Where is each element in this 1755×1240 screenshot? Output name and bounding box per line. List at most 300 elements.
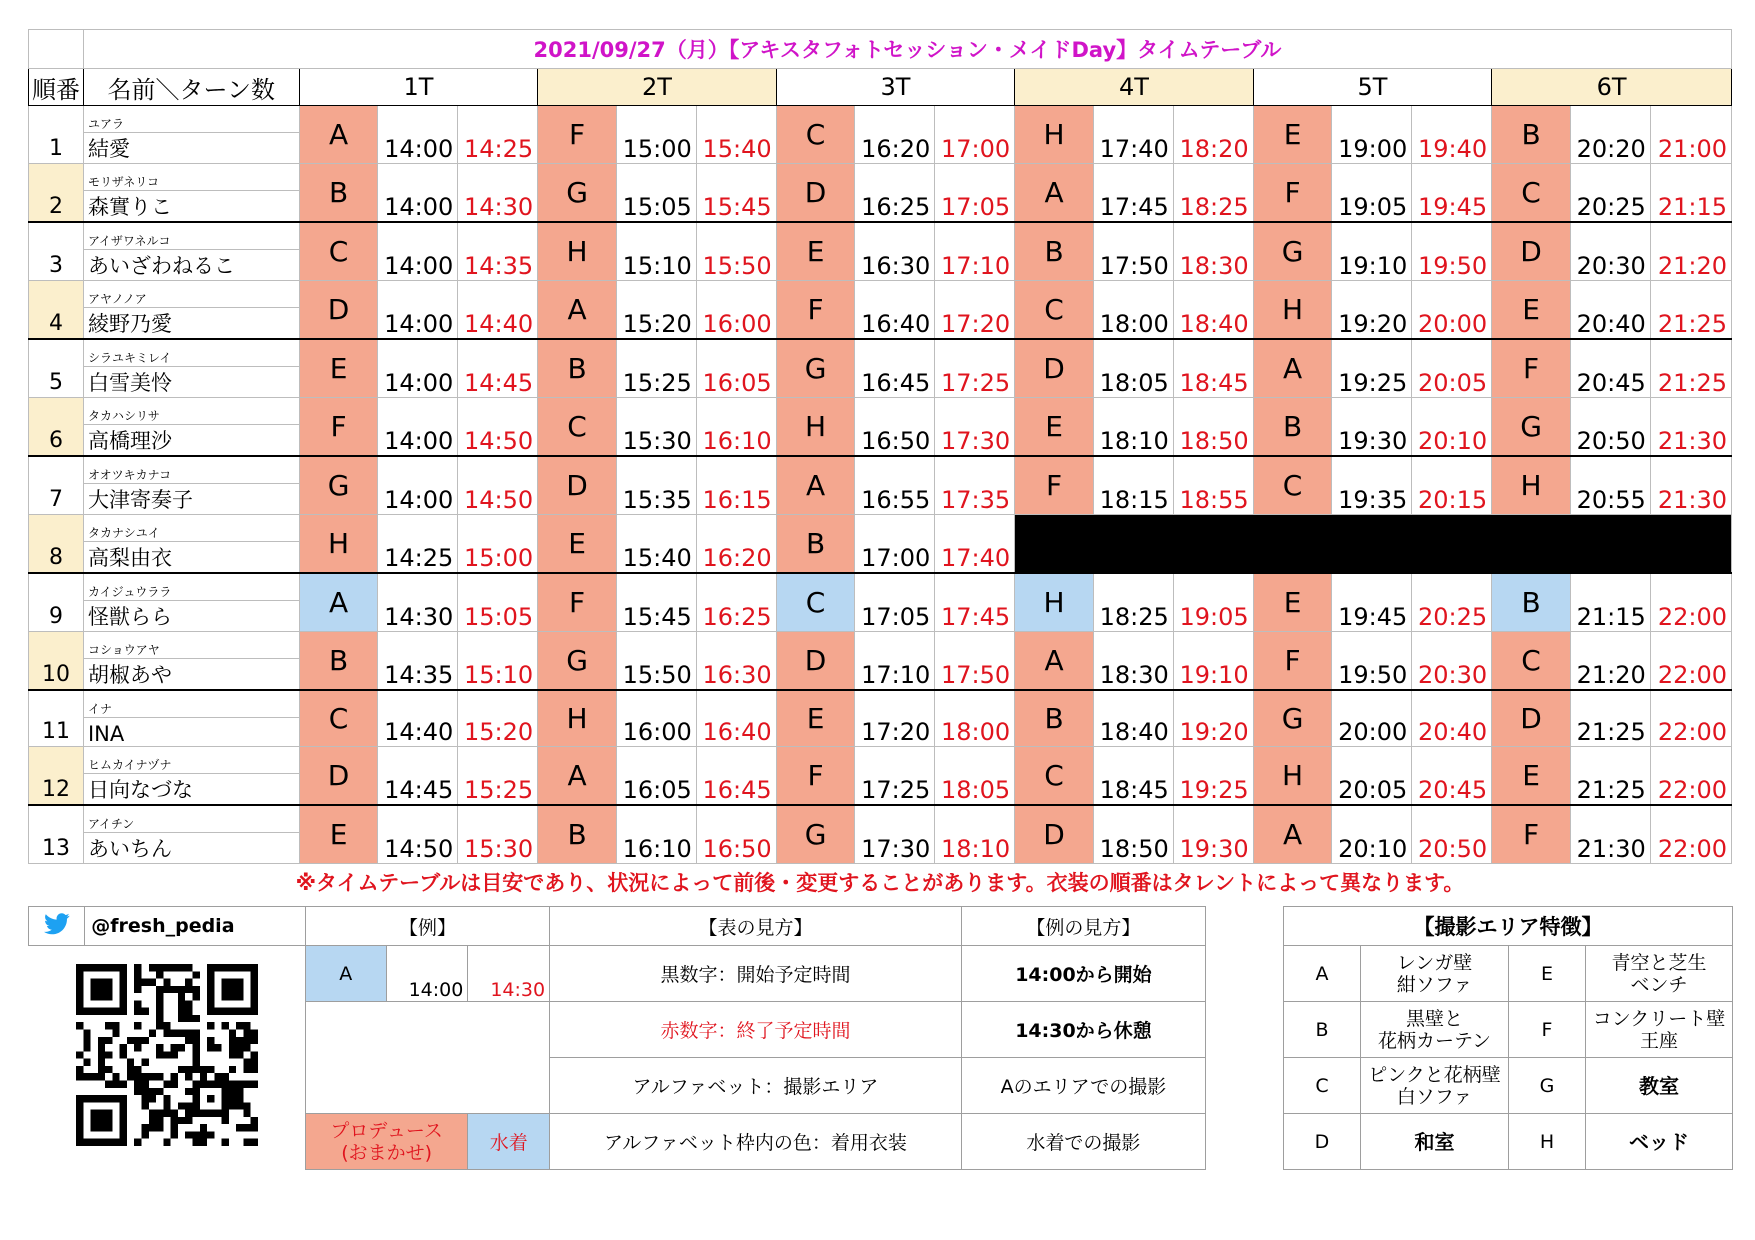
area-description: [1586, 1058, 1733, 1114]
area-cell: D: [1015, 805, 1094, 864]
start-time: 14:45: [378, 747, 458, 806]
start-time: 15:35: [616, 456, 696, 515]
legend-howto-1: 黒数字：開始予定時間: [550, 946, 962, 1002]
legend-example-start: 14:00: [386, 946, 468, 1002]
start-time: 20:50: [1570, 398, 1650, 457]
twitter-icon-cell: [29, 907, 85, 946]
area-cell: B: [299, 164, 378, 223]
end-time: 18:55: [1173, 456, 1253, 515]
start-time: 15:00: [616, 106, 696, 164]
start-time: 15:45: [616, 573, 696, 632]
area-cell: G: [538, 164, 617, 223]
area-cell: C: [538, 398, 617, 457]
area-cell: H: [1492, 456, 1571, 515]
area-cell: E: [299, 805, 378, 864]
end-time: 17:40: [935, 515, 1015, 574]
area-cell: G: [299, 456, 378, 515]
qr-code-cell: [29, 946, 306, 1170]
end-time: 22:00: [1650, 690, 1731, 747]
area-cell: H: [776, 398, 855, 457]
area-letter: F: [1509, 1002, 1586, 1058]
end-time: 17:50: [935, 632, 1015, 691]
area-cell: F: [1015, 456, 1094, 515]
legend-produce-swatch: [305, 1114, 467, 1170]
start-time: 17:25: [855, 747, 935, 806]
talent-name: 高橋理沙: [83, 425, 299, 457]
area-cell: E: [1492, 747, 1571, 806]
area-cell: G: [1253, 222, 1332, 281]
area-cell: F: [1253, 632, 1332, 691]
start-time: 18:15: [1093, 456, 1173, 515]
start-time: 18:05: [1093, 339, 1173, 398]
legend-example-4: 水着での撮影: [961, 1114, 1205, 1170]
area-description: [1361, 1002, 1509, 1058]
end-time: 17:35: [935, 456, 1015, 515]
start-time: 14:00: [378, 164, 458, 223]
start-time: 19:25: [1332, 339, 1412, 398]
row-number: 11: [29, 690, 84, 747]
row-number: 4: [29, 281, 84, 340]
end-time: 16:10: [696, 398, 776, 457]
start-time: 21:25: [1570, 690, 1650, 747]
start-time: 16:40: [855, 281, 935, 340]
area-cell: D: [1492, 690, 1571, 747]
end-time: 18:20: [1173, 106, 1253, 164]
notice-text: ※タイムテーブルは目安であり、状況によって前後・変更することがあります。衣装の順番はタレントによって異なります。: [295, 871, 1465, 895]
talent-kana: タカナシユイ: [83, 515, 299, 542]
end-time: 21:30: [1650, 398, 1731, 457]
area-cell: D: [1492, 222, 1571, 281]
talent-kana: ヒムカイナヅナ: [83, 747, 299, 774]
talent-name: 大津寄奏子: [83, 484, 299, 515]
end-time: 22:00: [1650, 805, 1731, 864]
start-time: 14:00: [378, 281, 458, 340]
area-cell: C: [776, 573, 855, 632]
area-cell: D: [776, 164, 855, 223]
area-letter: A: [1284, 946, 1361, 1002]
header-turn-2: 2T: [538, 69, 777, 106]
area-description: [1586, 946, 1733, 1002]
area-description: [1586, 1114, 1733, 1170]
talent-kana: モリザネリコ: [83, 164, 299, 191]
start-time: 17:50: [1093, 222, 1173, 281]
talent-kana: イナ: [83, 690, 299, 718]
start-time: 19:50: [1332, 632, 1412, 691]
area-cell: F: [1492, 805, 1571, 864]
talent-kana: ユアラ: [83, 106, 299, 133]
talent-name: 日向なづな: [83, 774, 299, 806]
start-time: 20:30: [1570, 222, 1650, 281]
start-time: 15:30: [616, 398, 696, 457]
row-number: 10: [29, 632, 84, 691]
area-desc-line1: レンガ壁: [1396, 951, 1473, 974]
end-time: 20:25: [1412, 573, 1492, 632]
area-cell: A: [1253, 339, 1332, 398]
area-cell: B: [299, 632, 378, 691]
end-time: 16:30: [696, 632, 776, 691]
start-time: 20:10: [1332, 805, 1412, 864]
row-number: 12: [29, 747, 84, 806]
start-time: 16:05: [616, 747, 696, 806]
talent-kana: アヤノノア: [83, 281, 299, 308]
start-time: 20:25: [1570, 164, 1650, 223]
end-time: 18:05: [935, 747, 1015, 806]
header-order: 順番: [29, 69, 84, 106]
area-desc-line2: ベンチ: [1630, 973, 1688, 996]
end-time: 19:40: [1412, 106, 1492, 164]
area-description: [1361, 1114, 1509, 1170]
legend-produce-label: プロデュース: [330, 1119, 443, 1142]
start-time: 19:05: [1332, 164, 1412, 223]
area-cell: B: [538, 805, 617, 864]
talent-kana: カイジュウララ: [83, 573, 299, 601]
start-time: 15:05: [616, 164, 696, 223]
start-time: 14:00: [378, 398, 458, 457]
area-letter: B: [1284, 1002, 1361, 1058]
area-desc-line1: 黒壁と: [1405, 1007, 1463, 1030]
talent-name: あいざわねるこ: [83, 250, 299, 281]
start-time: 20:20: [1570, 106, 1650, 164]
area-cell: E: [538, 515, 617, 574]
start-time: 17:40: [1093, 106, 1173, 164]
area-cell: C: [1253, 456, 1332, 515]
area-cell: E: [1492, 281, 1571, 340]
end-time: 22:00: [1650, 747, 1731, 806]
end-time: 14:40: [458, 281, 538, 340]
area-cell: H: [299, 515, 378, 574]
end-time: 17:20: [935, 281, 1015, 340]
area-cell: E: [299, 339, 378, 398]
talent-name: 怪獣らら: [83, 601, 299, 632]
end-time: 21:30: [1650, 456, 1731, 515]
area-cell: A: [538, 747, 617, 806]
end-time: 16:45: [696, 747, 776, 806]
area-cell: A: [776, 456, 855, 515]
talent-name: 結愛: [83, 133, 299, 164]
start-time: 18:25: [1093, 573, 1173, 632]
end-time: 17:10: [935, 222, 1015, 281]
twitter-bird-icon: [44, 913, 70, 935]
start-time: 15:10: [616, 222, 696, 281]
end-time: 21:25: [1650, 339, 1731, 398]
legend-area: [28, 906, 1732, 1176]
legend-produce-sub: (おまかせ): [341, 1141, 433, 1164]
end-time: 20:30: [1412, 632, 1492, 691]
end-time: 19:45: [1412, 164, 1492, 223]
area-description: [1361, 1058, 1509, 1114]
area-letter: D: [1284, 1114, 1361, 1170]
talent-name: 高梨由衣: [83, 542, 299, 574]
area-cell: E: [1253, 573, 1332, 632]
start-time: 16:20: [855, 106, 935, 164]
area-cell: F: [538, 106, 617, 164]
area-desc-line2: 教室: [1639, 1073, 1679, 1098]
start-time: 18:30: [1093, 632, 1173, 691]
legend-howto-3: アルファベット：撮影エリア: [550, 1058, 962, 1114]
twitter-handle[interactable]: @fresh_pedia: [85, 907, 306, 946]
area-cell: C: [776, 106, 855, 164]
end-time: 21:00: [1650, 106, 1731, 164]
end-time: 16:50: [696, 805, 776, 864]
start-time: 20:00: [1332, 690, 1412, 747]
schedule-table: [28, 29, 1732, 864]
talent-name: 森實りこ: [83, 191, 299, 223]
talent-name: 胡椒あや: [83, 659, 299, 691]
area-cell: B: [1253, 398, 1332, 457]
talent-kana: アイザワネルコ: [83, 222, 299, 250]
area-cell: E: [1253, 106, 1332, 164]
qr-code-icon[interactable]: [76, 964, 258, 1146]
start-time: 15:40: [616, 515, 696, 574]
end-time: 20:15: [1412, 456, 1492, 515]
area-desc-line1: コンクリート壁: [1592, 1007, 1726, 1030]
area-cell: C: [1492, 164, 1571, 223]
title-blank-cell: [29, 30, 84, 69]
start-time: 21:25: [1570, 747, 1650, 806]
end-time: 15:25: [458, 747, 538, 806]
end-time: 18:45: [1173, 339, 1253, 398]
end-time: 14:30: [458, 164, 538, 223]
end-time: 19:30: [1173, 805, 1253, 864]
end-time: 20:10: [1412, 398, 1492, 457]
talent-name: 綾野乃愛: [83, 308, 299, 340]
talent-kana: アイチン: [83, 805, 299, 833]
area-cell: A: [1015, 632, 1094, 691]
start-time: 20:40: [1570, 281, 1650, 340]
end-time: 16:05: [696, 339, 776, 398]
end-time: 21:25: [1650, 281, 1731, 340]
row-number: 7: [29, 456, 84, 515]
area-desc-line2: 白ソファ: [1396, 1085, 1473, 1108]
header-turn-3: 3T: [776, 69, 1015, 106]
end-time: 16:20: [696, 515, 776, 574]
area-letter: C: [1284, 1058, 1361, 1114]
start-time: 14:00: [378, 222, 458, 281]
area-desc-line2: 花柄カーテン: [1377, 1029, 1492, 1052]
page-title: 2021/09/27（月）【アキスタフォトセッション・メイドDay】タイムテーブル: [83, 30, 1731, 69]
legend-howto-4: アルファベット枠内の色：着用衣装: [550, 1114, 962, 1170]
end-time: 15:45: [696, 164, 776, 223]
start-time: 16:10: [616, 805, 696, 864]
start-time: 18:50: [1093, 805, 1173, 864]
header-turn-5: 5T: [1253, 69, 1492, 106]
header-turn-4: 4T: [1015, 69, 1254, 106]
unavailable-block: [1015, 515, 1732, 574]
start-time: 17:00: [855, 515, 935, 574]
area-cell: C: [1015, 281, 1094, 340]
area-desc-line2: ベッド: [1629, 1129, 1689, 1154]
area-cell: D: [299, 747, 378, 806]
header-name-turn: 名前＼ターン数: [83, 69, 299, 106]
end-time: 18:50: [1173, 398, 1253, 457]
start-time: 16:30: [855, 222, 935, 281]
area-letter: H: [1509, 1114, 1586, 1170]
area-cell: B: [1492, 573, 1571, 632]
area-letter: E: [1509, 946, 1586, 1002]
end-time: 19:50: [1412, 222, 1492, 281]
area-desc-line1: ピンクと花柄壁: [1368, 1063, 1501, 1086]
end-time: 16:00: [696, 281, 776, 340]
start-time: 19:00: [1332, 106, 1412, 164]
area-cell: C: [1015, 747, 1094, 806]
start-time: 20:55: [1570, 456, 1650, 515]
area-cell: F: [1492, 339, 1571, 398]
start-time: 19:20: [1332, 281, 1412, 340]
area-cell: H: [1253, 281, 1332, 340]
start-time: 18:40: [1093, 690, 1173, 747]
start-time: 21:15: [1570, 573, 1650, 632]
area-desc-line2: 和室: [1414, 1129, 1455, 1154]
area-description: [1586, 1002, 1733, 1058]
end-time: 22:00: [1650, 573, 1731, 632]
start-time: 14:50: [378, 805, 458, 864]
area-features-title: 【撮影エリア特徴】: [1284, 907, 1733, 946]
legend-swimsuit-swatch: 水着: [468, 1114, 550, 1170]
end-time: 18:40: [1173, 281, 1253, 340]
talent-name: 白雪美怜: [83, 367, 299, 398]
row-number: 8: [29, 515, 84, 574]
start-time: 17:30: [855, 805, 935, 864]
legend-example-howto-header: 【例の見方】: [961, 907, 1205, 946]
area-cell: E: [1015, 398, 1094, 457]
start-time: 14:25: [378, 515, 458, 574]
row-number: 13: [29, 805, 84, 864]
area-cell: H: [538, 222, 617, 281]
start-time: 16:55: [855, 456, 935, 515]
area-cell: F: [299, 398, 378, 457]
start-time: 16:00: [616, 690, 696, 747]
start-time: 17:45: [1093, 164, 1173, 223]
end-time: 15:20: [458, 690, 538, 747]
end-time: 21:15: [1650, 164, 1731, 223]
end-time: 19:10: [1173, 632, 1253, 691]
start-time: 21:30: [1570, 805, 1650, 864]
start-time: 14:00: [378, 339, 458, 398]
end-time: 15:00: [458, 515, 538, 574]
start-time: 19:35: [1332, 456, 1412, 515]
end-time: 16:40: [696, 690, 776, 747]
end-time: 15:10: [458, 632, 538, 691]
area-cell: F: [1253, 164, 1332, 223]
area-description: [1361, 946, 1509, 1002]
start-time: 14:00: [378, 456, 458, 515]
end-time: 20:50: [1412, 805, 1492, 864]
end-time: 22:00: [1650, 632, 1731, 691]
area-cell: F: [538, 573, 617, 632]
start-time: 17:05: [855, 573, 935, 632]
row-number: 2: [29, 164, 84, 223]
start-time: 15:20: [616, 281, 696, 340]
start-time: 15:25: [616, 339, 696, 398]
area-cell: G: [1492, 398, 1571, 457]
talent-kana: シラユキミレイ: [83, 339, 299, 367]
start-time: 15:50: [616, 632, 696, 691]
area-desc-line2: 王座: [1639, 1029, 1678, 1052]
area-cell: A: [1015, 164, 1094, 223]
row-number: 9: [29, 573, 84, 632]
end-time: 14:45: [458, 339, 538, 398]
end-time: 16:25: [696, 573, 776, 632]
end-time: 18:30: [1173, 222, 1253, 281]
end-time: 20:40: [1412, 690, 1492, 747]
start-time: 18:00: [1093, 281, 1173, 340]
area-cell: A: [299, 573, 378, 632]
row-number: 6: [29, 398, 84, 457]
legend-howto-header: 【表の見方】: [550, 907, 962, 946]
end-time: 18:10: [935, 805, 1015, 864]
end-time: 15:50: [696, 222, 776, 281]
talent-name: INA: [83, 718, 299, 747]
start-time: 14:00: [378, 106, 458, 164]
area-cell: D: [299, 281, 378, 340]
end-time: 15:05: [458, 573, 538, 632]
area-cell: A: [538, 281, 617, 340]
area-cell: H: [1015, 106, 1094, 164]
area-cell: B: [1015, 690, 1094, 747]
start-time: 14:40: [378, 690, 458, 747]
legend-table: [28, 906, 1206, 1170]
area-cell: C: [299, 690, 378, 747]
talent-kana: コショウアヤ: [83, 632, 299, 659]
start-time: 17:10: [855, 632, 935, 691]
end-time: 18:00: [935, 690, 1015, 747]
start-time: 16:25: [855, 164, 935, 223]
area-cell: B: [776, 515, 855, 574]
end-time: 21:20: [1650, 222, 1731, 281]
start-time: 18:45: [1093, 747, 1173, 806]
area-cell: E: [776, 222, 855, 281]
area-features-table: [1283, 906, 1733, 1170]
area-cell: G: [776, 805, 855, 864]
area-cell: F: [776, 747, 855, 806]
area-cell: A: [299, 106, 378, 164]
end-time: 19:20: [1173, 690, 1253, 747]
start-time: 19:30: [1332, 398, 1412, 457]
end-time: 17:05: [935, 164, 1015, 223]
end-time: 17:30: [935, 398, 1015, 457]
area-cell: C: [1492, 632, 1571, 691]
start-time: 19:10: [1332, 222, 1412, 281]
area-cell: G: [776, 339, 855, 398]
start-time: 16:50: [855, 398, 935, 457]
start-time: 20:45: [1570, 339, 1650, 398]
area-cell: B: [1492, 106, 1571, 164]
row-number: 5: [29, 339, 84, 398]
area-cell: F: [776, 281, 855, 340]
talent-kana: オオツキカナコ: [83, 456, 299, 484]
end-time: 20:00: [1412, 281, 1492, 340]
area-cell: D: [538, 456, 617, 515]
area-cell: H: [538, 690, 617, 747]
end-time: 18:25: [1173, 164, 1253, 223]
row-number: 3: [29, 222, 84, 281]
start-time: 21:20: [1570, 632, 1650, 691]
start-time: 18:10: [1093, 398, 1173, 457]
area-cell: B: [1015, 222, 1094, 281]
end-time: 17:45: [935, 573, 1015, 632]
legend-example-header: 【例】: [305, 907, 549, 946]
start-time: 16:45: [855, 339, 935, 398]
area-cell: H: [1253, 747, 1332, 806]
end-time: 15:40: [696, 106, 776, 164]
area-cell: D: [776, 632, 855, 691]
area-cell: H: [1015, 573, 1094, 632]
start-time: 14:30: [378, 573, 458, 632]
end-time: 20:05: [1412, 339, 1492, 398]
legend-howto-2: 赤数字：終了予定時間: [550, 1002, 962, 1058]
end-time: 19:05: [1173, 573, 1253, 632]
end-time: 14:35: [458, 222, 538, 281]
